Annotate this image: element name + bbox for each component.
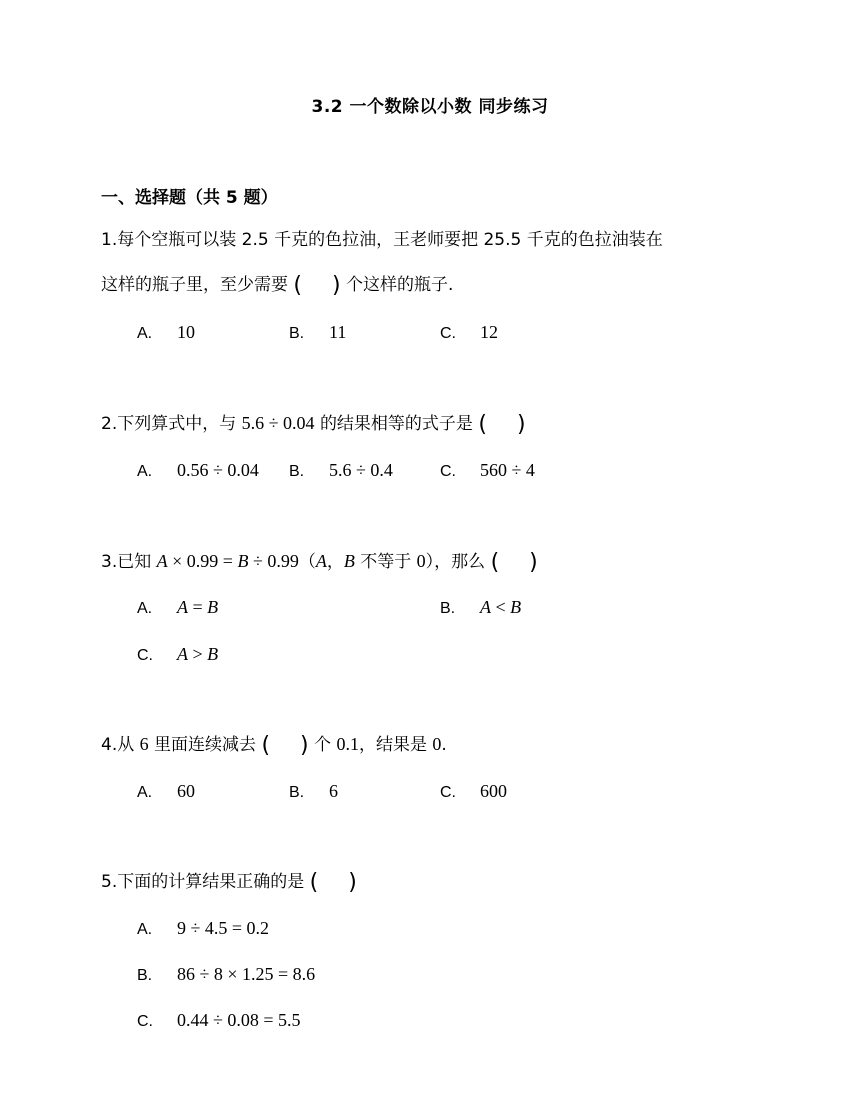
option-letter: C. [440, 784, 456, 801]
question-number: 4. [101, 735, 118, 755]
variable-b: B [343, 551, 355, 571]
question-expression: 5.6 ÷ 0.04 [241, 413, 315, 433]
number-tenth: 0.1 [336, 734, 359, 754]
option-a[interactable] [137, 321, 195, 345]
option-letter: A. [137, 325, 153, 342]
option-letter: B. [289, 463, 305, 480]
option-value: 0.44 ÷ 0.08 = 5.5 [177, 1010, 301, 1030]
question-text: 这样的瓶子里，至少需要 [101, 275, 288, 295]
question-1-line-1 [101, 229, 663, 251]
option-value: 86 ÷ 8 × 1.25 = 8.6 [177, 964, 316, 984]
answer-paren-close: ) [332, 273, 341, 298]
question-4-line [101, 733, 447, 757]
option-c[interactable] [440, 459, 535, 483]
question-5-line [101, 871, 357, 894]
question-text: . [441, 735, 447, 755]
option-letter: A. [137, 463, 153, 480]
option-letter: B. [289, 784, 305, 801]
question-text: ， [326, 552, 344, 572]
question-text: 已知 [117, 552, 152, 572]
option-a[interactable] [137, 780, 195, 804]
option-c[interactable] [137, 1009, 301, 1033]
option-value: A = B [177, 597, 219, 617]
option-value: 600 [480, 781, 507, 801]
page-title: 3.2 一个数除以小数 同步练习 [311, 97, 549, 117]
question-text: 从 [117, 735, 135, 755]
option-value: A > B [177, 644, 219, 664]
option-value: 11 [329, 322, 347, 342]
option-value: 9 ÷ 4.5 = 0.2 [177, 918, 270, 938]
question-text: 个这样的瓶子. [346, 275, 454, 295]
option-b[interactable] [137, 963, 315, 987]
answer-paren-open: ( [309, 870, 319, 895]
question-expression [157, 551, 299, 571]
option-letter: A. [137, 921, 153, 938]
question-text: 下面的计算结果正确的是 [117, 872, 305, 892]
option-a[interactable] [137, 459, 259, 483]
option-b[interactable] [289, 321, 346, 345]
option-value: 6 [329, 781, 338, 801]
expression-part: ÷ 0.99 [252, 551, 299, 571]
answer-paren-close: ) [516, 412, 526, 437]
question-text: 里面连续减去 [154, 735, 257, 755]
option-letter: A. [137, 784, 153, 801]
option-letter: C. [137, 647, 153, 664]
question-text: ，结果是 [358, 735, 427, 755]
option-value: 5.6 ÷ 0.4 [329, 460, 393, 480]
option-letter: B. [137, 967, 153, 984]
question-number: 2. [101, 414, 118, 434]
question-number: 1. [101, 230, 118, 250]
question-text: ），那么 [425, 552, 486, 572]
answer-paren-open: ( [261, 733, 271, 758]
variable-a: A [315, 551, 327, 571]
answer-paren-open: ( [490, 550, 500, 575]
section-heading: 一、选择题（共 5 题） [101, 188, 278, 208]
answer-paren-open: ( [293, 273, 302, 298]
question-number: 5. [101, 872, 118, 892]
option-letter: C. [440, 463, 456, 480]
number-six: 6 [139, 734, 149, 754]
number-zero: 0 [432, 734, 442, 754]
question-3-line [101, 550, 538, 574]
answer-paren-close: ) [529, 550, 538, 575]
option-letter: C. [440, 325, 456, 342]
option-letter: B. [440, 600, 456, 617]
option-b[interactable] [289, 459, 393, 483]
answer-paren-close: ) [348, 870, 357, 895]
option-letter: C. [137, 1013, 153, 1030]
question-text: 下列算式中，与 [117, 414, 237, 434]
option-b[interactable] [440, 596, 521, 620]
option-c[interactable] [440, 780, 507, 804]
number-zero: 0 [416, 551, 426, 571]
option-c[interactable] [440, 321, 498, 345]
option-value: A < B [480, 597, 522, 617]
option-value: 12 [480, 322, 498, 342]
variable-a: A [156, 551, 168, 571]
question-text: 每个空瓶可以装 2.5 千克的色拉油，王老师要把 25.5 千克的色拉油装在 [117, 230, 663, 250]
expression-part: × 0.99 = [172, 551, 233, 571]
answer-paren-close: ) [300, 733, 309, 758]
question-text: 的结果相等的式子是 [319, 414, 473, 434]
variable-b: B [237, 551, 249, 571]
question-1-line-2 [101, 274, 453, 297]
answer-paren-open: ( [478, 412, 487, 437]
option-c[interactable] [137, 643, 218, 667]
option-value: 0.56 ÷ 0.04 [177, 460, 259, 480]
question-text: 不等于 [360, 552, 412, 572]
option-letter: B. [289, 325, 305, 342]
question-text: 个 [314, 735, 332, 755]
option-value: 560 ÷ 4 [480, 460, 535, 480]
option-b[interactable] [289, 780, 338, 804]
question-number: 3. [101, 552, 118, 572]
option-a[interactable] [137, 596, 218, 620]
question-text: （ [298, 552, 316, 572]
option-value: 10 [177, 322, 195, 342]
question-2-line [101, 412, 526, 436]
option-letter: A. [137, 600, 153, 617]
option-value: 60 [177, 781, 195, 801]
option-a[interactable] [137, 917, 269, 941]
